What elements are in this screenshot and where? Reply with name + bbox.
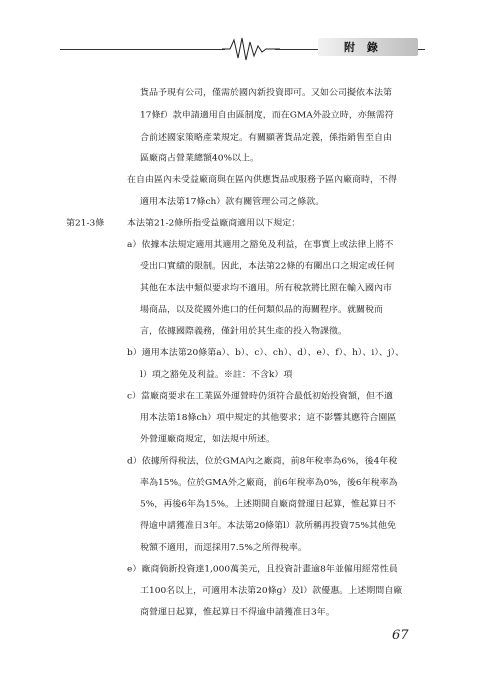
body-line: 合前述國家策略產業規定。有關顯著貨品定義，係指銷售至自由 [140,133,393,143]
body-line: 適用本法第17條ch）款有關管理公司之條款。 [140,197,325,207]
body-line: 言，依據國際義務，僅針用於其生產的投入物課徵。 [140,327,348,337]
body-line: 用本法第18條ch）項中規定的其他要求；這不影響其應符合園區 [140,413,397,423]
heartbeat-line-icon [222,36,280,62]
list-item-e: e）廠商倘新投資達1,000萬美元，且投資計畫逾8年並僱用經常性員 [127,564,398,575]
section-title: 附 錄 [344,41,382,54]
list-item-b: b）適用本法第20條第a）、b）、c）、ch）、d）、e）、f）、h）、i）、j）、 [127,348,405,359]
body-line: 貨品予現有公司，僅需於國內新投資即可。又如公司擬依本法第 [140,88,393,98]
page-header [0,0,480,60]
body-line: l）項之豁免及利益。※註：不含k）項 [140,370,293,380]
body-line: 5%，再後6年為15%。上述期間自廠商營運日起算，惟起算日不 [140,499,397,510]
body-line: 工100名以上，可適用本法第20條g）及l）款優惠。上述期間自廠 [140,586,403,596]
list-item-c: c）當廠商要求在工業區外運營時仍須符合最低初始投資額，但不適 [127,391,394,402]
list-item-a: a）依據本法規定適用其適用之豁免及利益，在事實上或法律上將不 [127,240,394,250]
header-rule-left [60,49,225,50]
body-line: 17條f）款申請適用自由區制度，而在GMA外設立時，亦無需符 [140,110,394,121]
body-line: 在自由區內未受益廠商與在區內供應貨品或服務予區內廠商時，不得 [127,175,398,186]
body-line: 其他在本法中類似要求均不適用。所有稅款將比照在輸入國內市 [140,283,393,294]
body-line: 稅額不適用，而逕採用7.5%之所得稅率。 [140,543,307,553]
body-line: 本法第21-2條所指受益廠商適用以下規定： [127,218,301,229]
page-number: 67 [392,628,409,643]
body-line: 外營運廠商規定，如法規中所述。 [140,435,276,445]
body-line: 率為15%。位於GMA外之廠商，前6年稅率為0%，後6年稅率為 [140,478,398,488]
body-line: 受出口實績的限制。因此，本法第22條的有關出口之規定或任何 [140,262,395,272]
body-line: 區廠商占營業總額40%以上。 [140,154,260,164]
body-line: 商營運日起算，惟起算日不得逾申請獲准日3年。 [140,608,335,618]
body-line: 場商品，以及從國外進口的任何類似品的海關程序。就關稅而 [140,305,384,315]
body-line: 得逾申請獲准日3年。本法第20條第l）款所稱再投資75%其他免 [140,521,397,531]
article-number: 第21-3條 [66,218,105,229]
list-item-d: d）依據所得稅法，位於GMA內之廠商，前8年稅率為6%，後4年稅 [127,456,398,467]
